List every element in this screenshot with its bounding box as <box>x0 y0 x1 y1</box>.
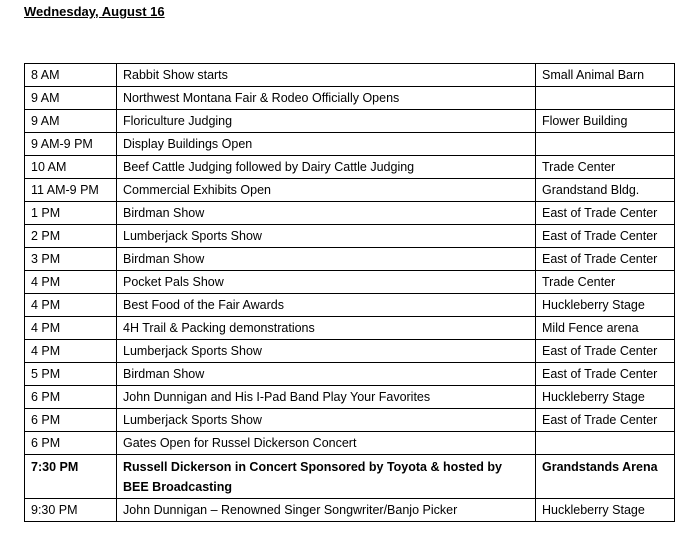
time-cell: 4 PM <box>25 294 117 317</box>
event-cell: Lumberjack Sports Show <box>117 225 536 248</box>
location-cell: East of Trade Center <box>536 225 675 248</box>
table-row <box>25 499 675 522</box>
time-cell: 9 AM <box>25 87 117 110</box>
location-cell: Trade Center <box>536 156 675 179</box>
event-cell: Birdman Show <box>117 363 536 386</box>
table-row <box>25 87 675 110</box>
time-cell: 11 AM-9 PM <box>25 179 117 202</box>
table-row <box>25 271 675 294</box>
location-cell: East of Trade Center <box>536 202 675 225</box>
table-row <box>25 409 675 432</box>
time-cell: 6 PM <box>25 409 117 432</box>
location-cell <box>536 133 675 156</box>
event-cell: Commercial Exhibits Open <box>117 179 536 202</box>
table-row <box>25 202 675 225</box>
event-cell: 4H Trail & Packing demonstrations <box>117 317 536 340</box>
event-cell: Birdman Show <box>117 248 536 271</box>
location-cell <box>536 432 675 455</box>
table-row <box>25 363 675 386</box>
event-cell: Display Buildings Open <box>117 133 536 156</box>
table-row <box>25 432 675 455</box>
table-row <box>25 294 675 317</box>
table-row <box>25 64 675 87</box>
table-row <box>25 455 675 499</box>
event-cell: Northwest Montana Fair & Rodeo Officially Opens <box>117 87 536 110</box>
location-cell: Grandstand Bldg. <box>536 179 675 202</box>
table-row <box>25 179 675 202</box>
event-cell: Lumberjack Sports Show <box>117 409 536 432</box>
schedule-table <box>24 63 675 522</box>
location-cell: East of Trade Center <box>536 409 675 432</box>
location-cell: East of Trade Center <box>536 248 675 271</box>
time-cell: 7:30 PM <box>25 455 117 499</box>
time-cell: 5 PM <box>25 363 117 386</box>
time-cell: 1 PM <box>25 202 117 225</box>
event-cell: Rabbit Show starts <box>117 64 536 87</box>
time-cell: 6 PM <box>25 432 117 455</box>
event-cell: Lumberjack Sports Show <box>117 340 536 363</box>
table-row <box>25 317 675 340</box>
location-cell <box>536 87 675 110</box>
event-cell: Pocket Pals Show <box>117 271 536 294</box>
time-cell: 10 AM <box>25 156 117 179</box>
event-cell: Gates Open for Russel Dickerson Concert <box>117 432 536 455</box>
location-cell: Flower Building <box>536 110 675 133</box>
event-cell: Beef Cattle Judging followed by Dairy Cattle Judging <box>117 156 536 179</box>
event-cell: Floriculture Judging <box>117 110 536 133</box>
schedule-body <box>25 64 675 522</box>
table-row <box>25 133 675 156</box>
table-row <box>25 156 675 179</box>
time-cell: 8 AM <box>25 64 117 87</box>
event-cell: Russell Dickerson in Concert Sponsored by Toyota & hosted by BEE Broadcasting <box>117 455 536 499</box>
time-cell: 9 AM <box>25 110 117 133</box>
location-cell: East of Trade Center <box>536 340 675 363</box>
time-cell: 4 PM <box>25 340 117 363</box>
time-cell: 4 PM <box>25 317 117 340</box>
time-cell: 4 PM <box>25 271 117 294</box>
event-cell: John Dunnigan – Renowned Singer Songwriter/Banjo Picker <box>117 499 536 522</box>
location-cell: Small Animal Barn <box>536 64 675 87</box>
time-cell: 2 PM <box>25 225 117 248</box>
table-row <box>25 340 675 363</box>
event-cell: Birdman Show <box>117 202 536 225</box>
location-cell: Grandstands Arena <box>536 455 675 499</box>
table-row <box>25 225 675 248</box>
table-row <box>25 248 675 271</box>
location-cell: Mild Fence arena <box>536 317 675 340</box>
time-cell: 9:30 PM <box>25 499 117 522</box>
time-cell: 3 PM <box>25 248 117 271</box>
location-cell: East of Trade Center <box>536 363 675 386</box>
time-cell: 9 AM-9 PM <box>25 133 117 156</box>
location-cell: Huckleberry Stage <box>536 294 675 317</box>
page-heading: Wednesday, August 16 <box>24 4 165 19</box>
table-row <box>25 386 675 409</box>
time-cell: 6 PM <box>25 386 117 409</box>
event-cell: Best Food of the Fair Awards <box>117 294 536 317</box>
event-cell: John Dunnigan and His I-Pad Band Play Your Favorites <box>117 386 536 409</box>
location-cell: Huckleberry Stage <box>536 499 675 522</box>
location-cell: Huckleberry Stage <box>536 386 675 409</box>
table-row <box>25 110 675 133</box>
location-cell: Trade Center <box>536 271 675 294</box>
